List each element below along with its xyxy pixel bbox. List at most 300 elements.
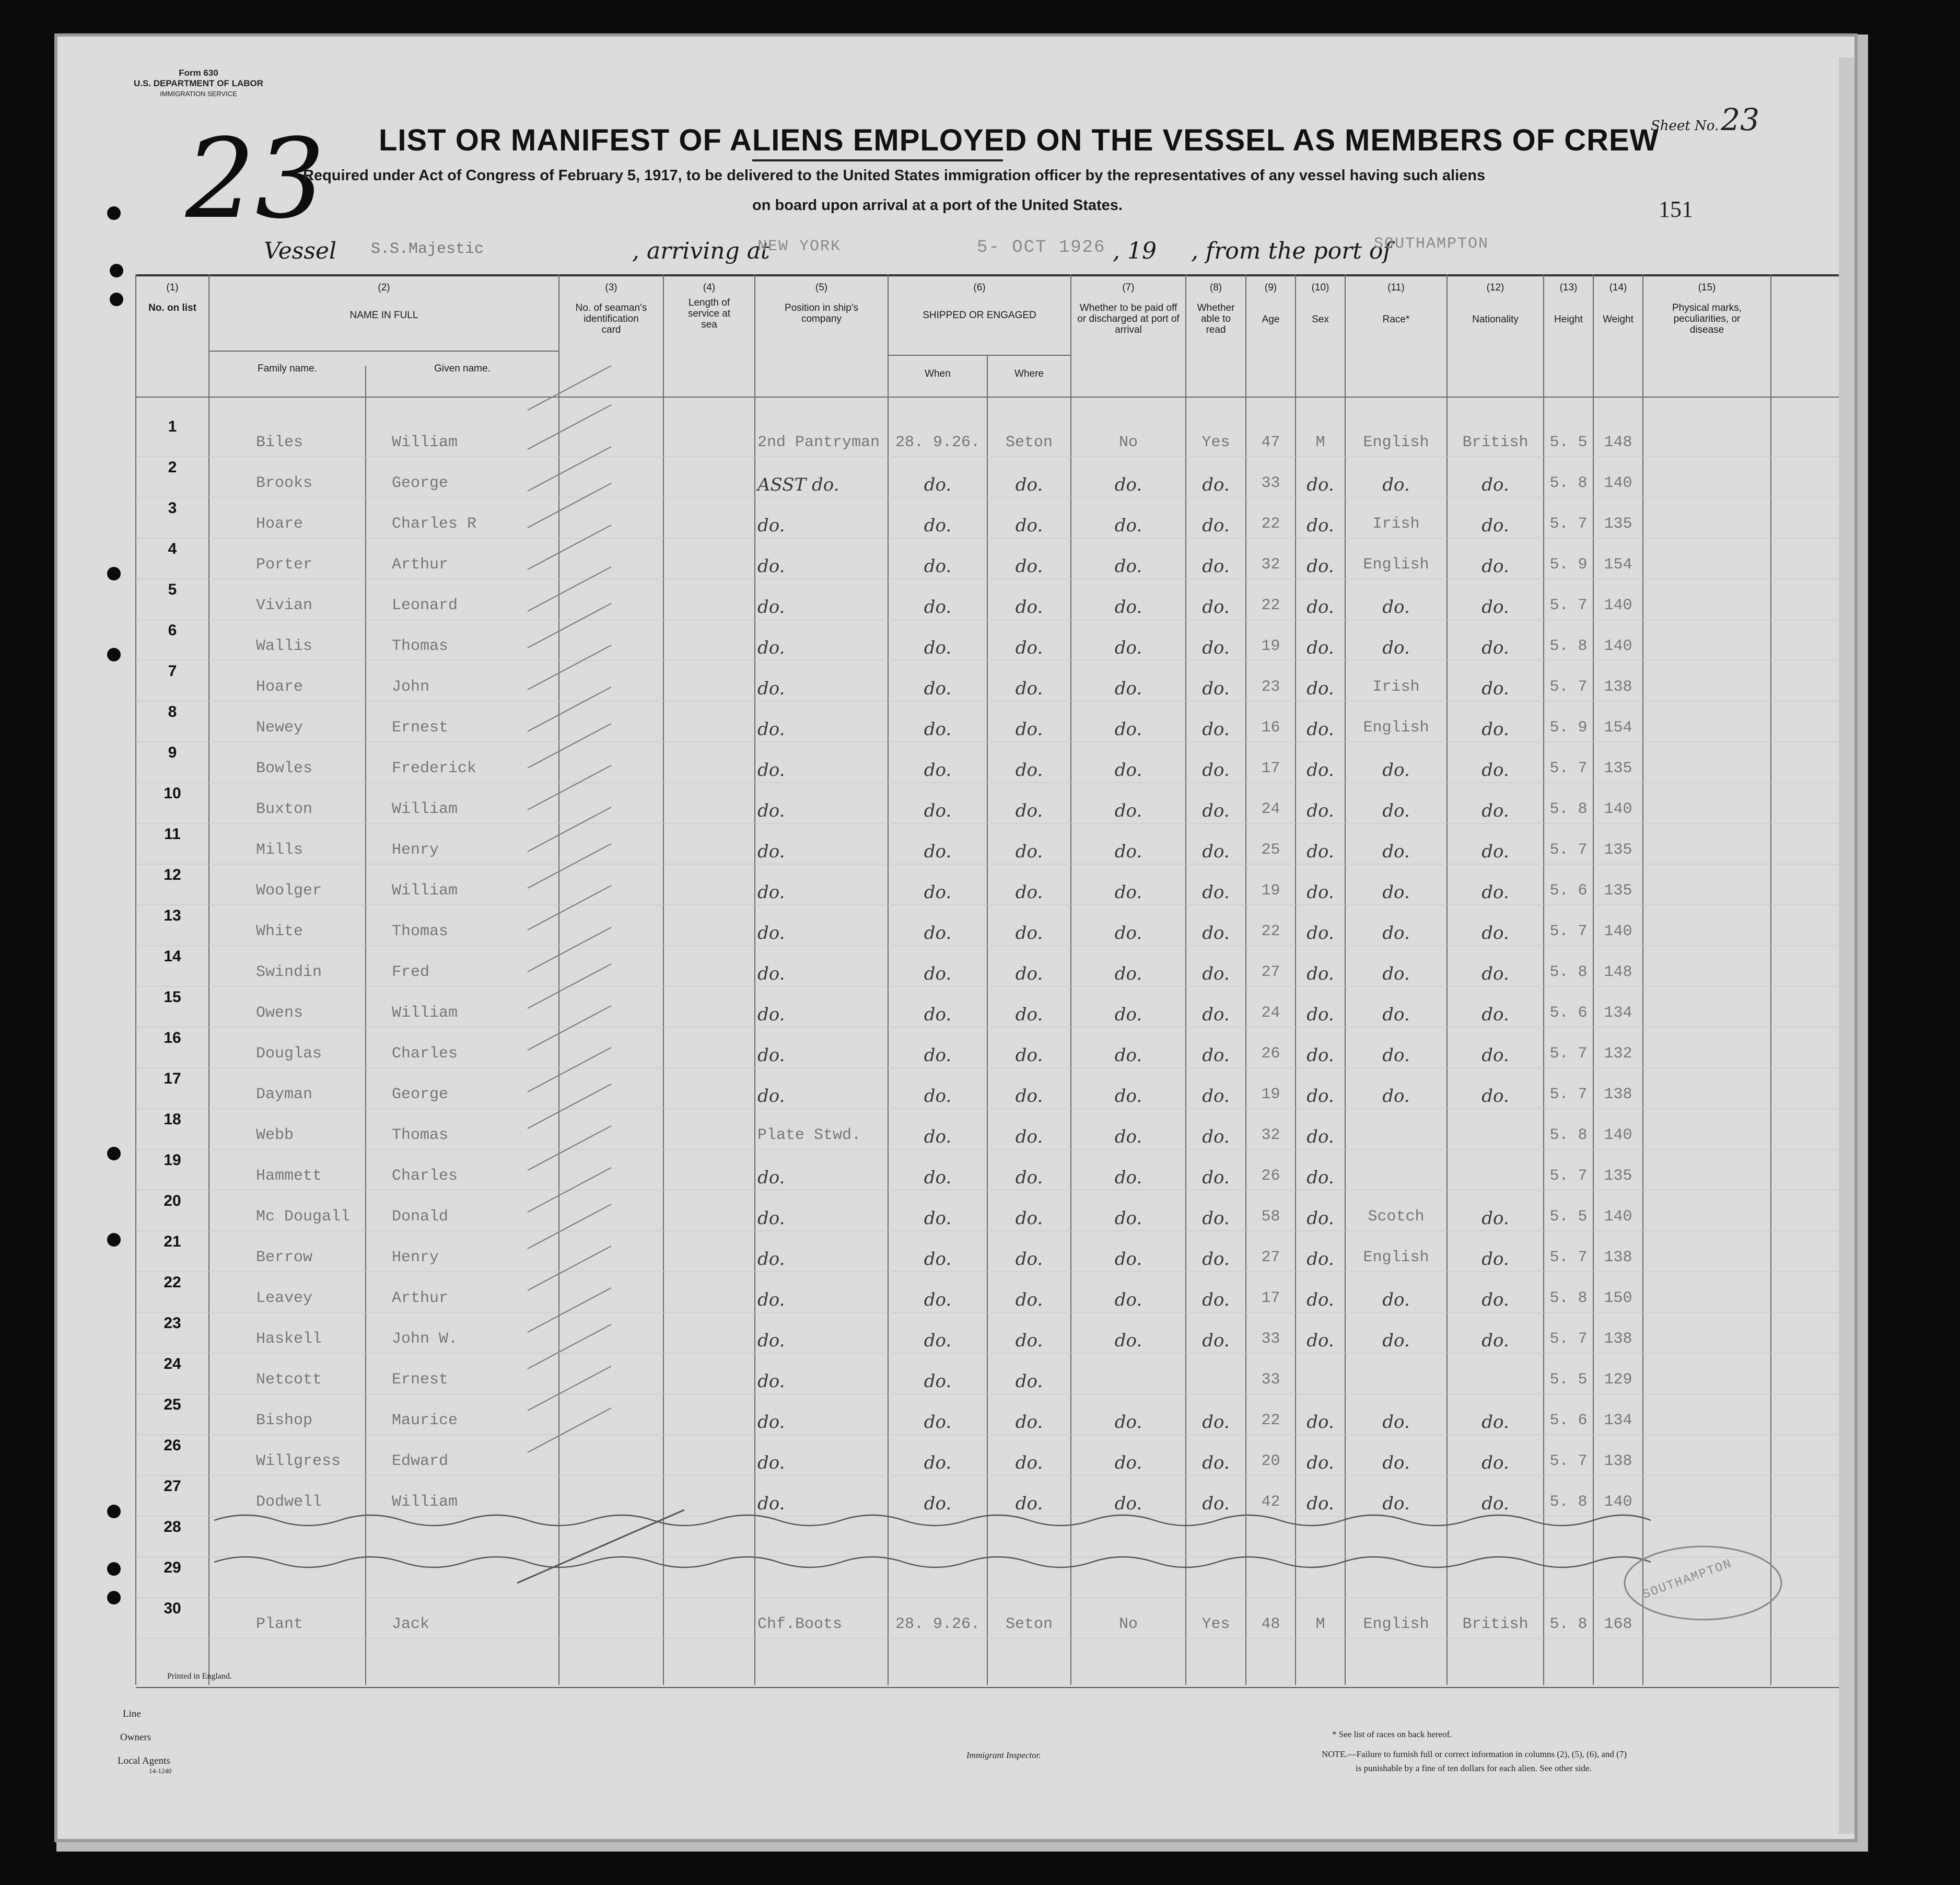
cell-position: do. [757, 1330, 785, 1351]
cell-where: do. [1015, 800, 1043, 821]
cell-race: Irish [1372, 678, 1420, 696]
cell-sex: do. [1306, 1289, 1334, 1310]
cell-race: do. [1382, 963, 1410, 984]
cell-position: do. [757, 719, 785, 740]
cell-position: do. [757, 800, 785, 821]
cell-height: 5. 5 [1549, 1208, 1588, 1226]
cell-position: do. [757, 1208, 785, 1229]
cell-weight: 138 [1604, 678, 1632, 696]
cell-read: do. [1202, 515, 1230, 536]
cell-family: Brooks [256, 474, 313, 492]
cell-where: do. [1015, 719, 1043, 740]
col14-label: Weight [1603, 314, 1634, 325]
manifest-sheet [57, 37, 1854, 1839]
cell-race: do. [1382, 1004, 1410, 1025]
col7-label: Whether to be paid off or discharged at port of arrival [1077, 302, 1180, 335]
cell-when: do. [924, 760, 952, 781]
cell-when: do. [924, 1371, 952, 1392]
cell-sex: do. [1306, 556, 1334, 577]
cell-given: Arthur [392, 1289, 449, 1307]
col3-label: No. of seaman's identification card [575, 302, 647, 335]
cell-age: 16 [1261, 719, 1280, 737]
cell-given: George [392, 1086, 449, 1103]
penalty-note-2: is punishable by a fine of ten dollars for each alien. See other side. [1356, 1763, 1592, 1773]
cell-age: 22 [1261, 923, 1280, 940]
col9-header [1246, 282, 1296, 325]
col8-header [1186, 282, 1246, 335]
cell-n: 25 [164, 1396, 181, 1413]
cell-weight: 140 [1604, 923, 1632, 940]
page-number: 151 [1659, 196, 1693, 222]
handwritten-sheet-number: 23 [185, 115, 325, 243]
cell-family: Plant [256, 1615, 304, 1633]
cell-age: 58 [1261, 1208, 1280, 1226]
cell-sex: do. [1306, 1126, 1334, 1147]
cell-given: Charles [392, 1167, 458, 1185]
port-stamp: SOUTHAMPTON [1640, 1556, 1734, 1603]
cell-given: William [392, 882, 458, 900]
binder-hole [107, 648, 121, 661]
cell-n: 13 [164, 907, 181, 924]
col9-label: Age [1262, 314, 1280, 325]
col3-header [559, 282, 663, 335]
cell-family: White [256, 923, 304, 940]
cell-weight: 154 [1604, 719, 1632, 737]
cell-height: 5. 7 [1549, 515, 1588, 533]
cell-age: 26 [1261, 1167, 1280, 1185]
cell-where: do. [1015, 1249, 1043, 1270]
printed-note: Printed in England. [167, 1672, 232, 1681]
cell-family: Hammett [256, 1167, 322, 1185]
cell-height: 5. 8 [1549, 474, 1588, 492]
page-title: LIST OR MANIFEST OF ALIENS EMPLOYED ON THE VESSEL AS MEMBERS OF CREW [379, 123, 1659, 157]
cell-weight: 140 [1604, 474, 1632, 492]
cell-sex: do. [1306, 1086, 1334, 1107]
cell-family: Mc Dougall [256, 1208, 351, 1226]
cell-given: George [392, 474, 449, 492]
cell-when: 28. 9.26. [895, 434, 981, 451]
cell-family: Hoare [256, 678, 304, 696]
cell-n: 7 [168, 662, 177, 680]
cell-n: 19 [164, 1151, 181, 1169]
cell-age: 19 [1261, 882, 1280, 900]
form-number: Form 630 [179, 68, 218, 78]
cell-where: do. [1015, 1412, 1043, 1433]
cell-given: William [392, 800, 458, 818]
cell-paid: do. [1114, 515, 1142, 536]
cell-given: Thomas [392, 1126, 449, 1144]
cell-weight: 140 [1604, 597, 1632, 614]
cell-height: 5. 8 [1549, 800, 1588, 818]
cell-where: do. [1015, 882, 1043, 903]
cell-where: do. [1015, 963, 1043, 984]
cell-nat: do. [1481, 1493, 1509, 1514]
cell-given: Charles [392, 1045, 458, 1063]
cell-nat: do. [1481, 556, 1509, 577]
cell-n: 9 [168, 744, 177, 761]
cell-race: do. [1382, 637, 1410, 658]
col15-number: (15) [1698, 282, 1716, 293]
cell-read: do. [1202, 1249, 1230, 1270]
cell-age: 22 [1261, 597, 1280, 614]
cell-age: 32 [1261, 556, 1280, 574]
cell-age: 27 [1261, 963, 1280, 981]
cell-weight: 135 [1604, 882, 1632, 900]
cell-where: do. [1015, 1289, 1043, 1310]
col5-header [755, 282, 888, 324]
cell-position: do. [757, 1371, 785, 1392]
cell-sex: do. [1306, 1330, 1334, 1351]
cell-weight: 140 [1604, 637, 1632, 655]
cell-given: William [392, 1004, 458, 1022]
col7-header [1071, 282, 1186, 335]
cell-family: Vivian [256, 597, 313, 614]
cell-when: do. [924, 1249, 952, 1270]
cell-when: do. [924, 597, 952, 618]
cell-given: Jack [392, 1615, 430, 1633]
cell-sex: do. [1306, 1004, 1334, 1025]
cell-n: 4 [168, 540, 177, 557]
cell-weight: 138 [1604, 1086, 1632, 1103]
cell-paid: do. [1114, 800, 1142, 821]
cell-height: 5. 8 [1549, 1126, 1588, 1144]
cell-race: do. [1382, 841, 1410, 862]
cell-given: Arthur [392, 556, 449, 574]
cell-n: 18 [164, 1111, 181, 1128]
cell-height: 5. 7 [1549, 923, 1588, 940]
cell-position: do. [757, 760, 785, 781]
cell-read: do. [1202, 963, 1230, 984]
cell-weight: 138 [1604, 1330, 1632, 1348]
cell-race: do. [1382, 1412, 1410, 1433]
cell-position: do. [757, 1493, 785, 1514]
col5-label: Position in ship's company [785, 302, 858, 324]
cell-nat: do. [1481, 923, 1509, 944]
cell-where: do. [1015, 678, 1043, 699]
cell-when: do. [924, 474, 952, 495]
cell-when: do. [924, 963, 952, 984]
cell-race: do. [1382, 1045, 1410, 1066]
cell-sex: do. [1306, 923, 1334, 944]
cell-when: do. [924, 1045, 952, 1066]
col14-header [1593, 282, 1643, 325]
cell-paid: do. [1114, 841, 1142, 862]
cell-race: do. [1382, 800, 1410, 821]
cell-n: 1 [168, 418, 177, 435]
cell-weight: 140 [1604, 1126, 1632, 1144]
cell-nat: do. [1481, 1330, 1509, 1351]
cell-paid: do. [1114, 597, 1142, 618]
cell-family: Netcott [256, 1371, 322, 1389]
col13-number: (13) [1559, 282, 1578, 293]
cell-when: do. [924, 1167, 952, 1188]
cell-position: do. [757, 1249, 785, 1270]
cell-race: English [1363, 719, 1429, 737]
cell-age: 22 [1261, 515, 1280, 533]
col6b-label: Where [1014, 368, 1044, 379]
races-note: * See list of races on back hereof. [1332, 1729, 1452, 1739]
cell-position: do. [757, 1167, 785, 1188]
cell-family: Mills [256, 841, 304, 859]
cell-nat: do. [1481, 474, 1509, 495]
binder-hole [107, 1591, 121, 1604]
cell-sex: do. [1306, 678, 1334, 699]
cell-paid: do. [1114, 760, 1142, 781]
cell-weight: 154 [1604, 556, 1632, 574]
col2a-label: Family name. [257, 363, 318, 374]
agents-label: Local Agents [118, 1755, 170, 1766]
cell-read: do. [1202, 1126, 1230, 1147]
cell-given: Henry [392, 841, 439, 859]
subtitle-line-1: Required under Act of Congress of February 5, 1917, to be delivered to the United States immigration officer by the representatives of any vessel having such aliens [303, 167, 1486, 184]
binder-hole [107, 1505, 121, 1518]
cell-sex: do. [1306, 1249, 1334, 1270]
cell-nat: do. [1481, 1208, 1509, 1229]
col11-label: Race* [1382, 314, 1410, 325]
cell-paid: do. [1114, 963, 1142, 984]
penalty-note-1: NOTE.—Failure to furnish full or correct information in columns (2), (5), (6), and (7) [1322, 1749, 1627, 1759]
cell-nat: British [1462, 434, 1529, 451]
cell-position: do. [757, 1004, 785, 1025]
cell-height: 5. 7 [1549, 1330, 1588, 1348]
cell-nat: do. [1481, 719, 1509, 740]
cell-age: 19 [1261, 1086, 1280, 1103]
cell-read: do. [1202, 1208, 1230, 1229]
cell-when: do. [924, 1452, 952, 1473]
cell-where: do. [1015, 515, 1043, 536]
cell-when: do. [924, 637, 952, 658]
col6-label: SHIPPED OR ENGAGED [923, 310, 1036, 321]
cell-family: Swindin [256, 963, 322, 981]
cell-height: 5. 8 [1549, 637, 1588, 655]
cell-sex: do. [1306, 882, 1334, 903]
cell-paid: do. [1114, 1208, 1142, 1229]
cell-race: do. [1382, 1493, 1410, 1514]
col15-label: Physical marks, peculiarities, or disease [1672, 302, 1742, 335]
col8-label: Whether able to read [1197, 302, 1235, 335]
cell-nat: do. [1481, 678, 1509, 699]
cell-read: do. [1202, 1004, 1230, 1025]
cell-weight: 148 [1604, 434, 1632, 451]
cell-height: 5. 8 [1549, 963, 1588, 981]
cell-weight: 168 [1604, 1615, 1632, 1633]
col1-header [136, 282, 209, 313]
cell-weight: 148 [1604, 963, 1632, 981]
cell-n: 26 [164, 1437, 181, 1454]
cell-height: 5. 6 [1549, 882, 1588, 900]
cell-read: do. [1202, 800, 1230, 821]
cell-paid: do. [1114, 1167, 1142, 1188]
cell-n: 23 [164, 1314, 181, 1332]
cell-position: do. [757, 1045, 785, 1066]
arrival-date: 5- OCT 1926 [977, 238, 1106, 258]
cell-read: do. [1202, 1412, 1230, 1433]
cell-position: do. [757, 841, 785, 862]
cell-given: William [392, 1493, 458, 1511]
cell-race: do. [1382, 1086, 1410, 1107]
cell-when: do. [924, 515, 952, 536]
cell-age: 27 [1261, 1249, 1280, 1266]
cell-given: Thomas [392, 637, 449, 655]
col14-number: (14) [1609, 282, 1627, 293]
cell-sex: do. [1306, 1452, 1334, 1473]
col4-number: (4) [703, 282, 716, 293]
cell-n: 22 [164, 1274, 181, 1291]
cell-where: do. [1015, 1126, 1043, 1147]
cell-n: 10 [164, 785, 181, 802]
cell-paid: do. [1114, 1412, 1142, 1433]
cell-nat: do. [1481, 963, 1509, 984]
cell-family: Buxton [256, 800, 313, 818]
cell-sex: do. [1306, 515, 1334, 536]
cell-nat: do. [1481, 882, 1509, 903]
cell-age: 33 [1261, 1330, 1280, 1348]
cell-read: do. [1202, 1330, 1230, 1351]
cell-paid: do. [1114, 637, 1142, 658]
cell-race: do. [1382, 1289, 1410, 1310]
cell-family: Woolger [256, 882, 322, 900]
binder-hole [110, 264, 123, 277]
cell-read: do. [1202, 556, 1230, 577]
from-port: SOUTHAMPTON [1374, 235, 1489, 253]
cell-paid: do. [1114, 1330, 1142, 1351]
cell-given: Ernest [392, 1371, 449, 1389]
vessel-name: S.S.Majestic [371, 240, 484, 258]
cell-weight: 140 [1604, 1208, 1632, 1226]
col6-header [888, 282, 1071, 321]
cell-age: 26 [1261, 1045, 1280, 1063]
cell-race: do. [1382, 1452, 1410, 1473]
cell-n: 16 [164, 1029, 181, 1046]
cell-position: do. [757, 1452, 785, 1473]
cell-height: 5. 8 [1549, 1493, 1588, 1511]
cell-given: Thomas [392, 923, 449, 940]
cell-when: do. [924, 1412, 952, 1433]
cell-where: do. [1015, 1493, 1043, 1514]
cell-when: do. [924, 1493, 952, 1514]
cell-age: 23 [1261, 678, 1280, 696]
cell-given: Fred [392, 963, 430, 981]
cell-position: do. [757, 1086, 785, 1107]
cell-position: do. [757, 678, 785, 699]
cell-n: 8 [168, 703, 177, 720]
cell-when: do. [924, 1289, 952, 1310]
cell-when: do. [924, 841, 952, 862]
col9-number: (9) [1264, 282, 1277, 293]
cell-sex: do. [1306, 597, 1334, 618]
cell-sex: do. [1306, 474, 1334, 495]
cell-paid: No [1118, 434, 1138, 451]
cell-paid: do. [1114, 923, 1142, 944]
cell-height: 5. 7 [1549, 597, 1588, 614]
cell-read: do. [1202, 760, 1230, 781]
cell-family: Porter [256, 556, 313, 574]
cell-n: 5 [168, 581, 177, 598]
col11-number: (11) [1387, 282, 1405, 293]
cell-n: 2 [168, 459, 177, 476]
col8-number: (8) [1209, 282, 1222, 293]
cell-height: 5. 9 [1549, 719, 1588, 737]
cell-read: do. [1202, 1289, 1230, 1310]
cell-family: Hoare [256, 515, 304, 533]
cell-given: Edward [392, 1452, 449, 1470]
cell-when: do. [924, 719, 952, 740]
cell-height: 5. 6 [1549, 1412, 1588, 1429]
cell-paid: do. [1114, 719, 1142, 740]
cell-race: English [1363, 434, 1429, 451]
col2-number: (2) [378, 282, 390, 293]
col7-number: (7) [1122, 282, 1135, 293]
cell-paid: No [1118, 1615, 1138, 1633]
cell-race: English [1363, 1615, 1429, 1633]
cell-when: 28. 9.26. [895, 1615, 981, 1633]
cell-position: do. [757, 882, 785, 903]
cell-paid: do. [1114, 1004, 1142, 1025]
cell-race: Scotch [1368, 1208, 1425, 1226]
cell-weight: 132 [1604, 1045, 1632, 1063]
cell-given: William [392, 434, 458, 451]
col13-header [1544, 282, 1593, 325]
cell-sex: M [1315, 434, 1325, 451]
cell-where: do. [1015, 1208, 1043, 1229]
department-label: U.S. DEPARTMENT OF LABOR [133, 78, 264, 88]
binder-hole [107, 1562, 121, 1576]
cell-age: 33 [1261, 474, 1280, 492]
cell-nat: do. [1481, 1086, 1509, 1107]
col2b-label: Given name. [434, 363, 491, 374]
cell-nat: do. [1481, 841, 1509, 862]
cell-when: do. [924, 800, 952, 821]
cell-age: 48 [1261, 1615, 1280, 1633]
inspector-label: Immigrant Inspector. [966, 1750, 1041, 1760]
cell-family: Webb [256, 1126, 294, 1144]
cell-paid: do. [1114, 1086, 1142, 1107]
cell-family: Leavey [256, 1289, 313, 1307]
subtitle-line-2: on board upon arrival at a port of the United States. [752, 197, 1123, 214]
cell-given: Ernest [392, 719, 449, 737]
cell-n: 11 [164, 825, 181, 843]
cell-read: do. [1202, 841, 1230, 862]
cell-height: 5. 7 [1549, 1045, 1588, 1063]
cell-family: Douglas [256, 1045, 322, 1063]
col12-label: Nationality [1472, 314, 1519, 325]
cell-height: 5. 7 [1549, 1249, 1588, 1266]
cell-height: 5. 8 [1549, 1289, 1588, 1307]
cell-sex: do. [1306, 719, 1334, 740]
col6a-label: When [925, 368, 951, 379]
cell-nat: do. [1481, 1249, 1509, 1270]
cell-family: Dayman [256, 1086, 313, 1103]
cell-n: 14 [164, 948, 181, 965]
cell-paid: do. [1114, 556, 1142, 577]
cell-position: do. [757, 515, 785, 536]
agents-code: 14-1240 [149, 1767, 172, 1775]
cell-position: do. [757, 963, 785, 984]
cell-n: 6 [168, 622, 177, 639]
cell-nat: do. [1481, 1004, 1509, 1025]
cell-paid: do. [1114, 1126, 1142, 1147]
cell-age: 20 [1261, 1452, 1280, 1470]
cell-where: do. [1015, 556, 1043, 577]
cell-height: 5. 7 [1549, 1086, 1588, 1103]
cell-paid: do. [1114, 474, 1142, 495]
cell-read: Yes [1201, 434, 1230, 451]
cell-paid: do. [1114, 1249, 1142, 1270]
cell-position: do. [757, 597, 785, 618]
owners-label: Owners [120, 1732, 151, 1743]
cell-nat: do. [1481, 1452, 1509, 1473]
cell-family: Dodwell [256, 1493, 322, 1511]
